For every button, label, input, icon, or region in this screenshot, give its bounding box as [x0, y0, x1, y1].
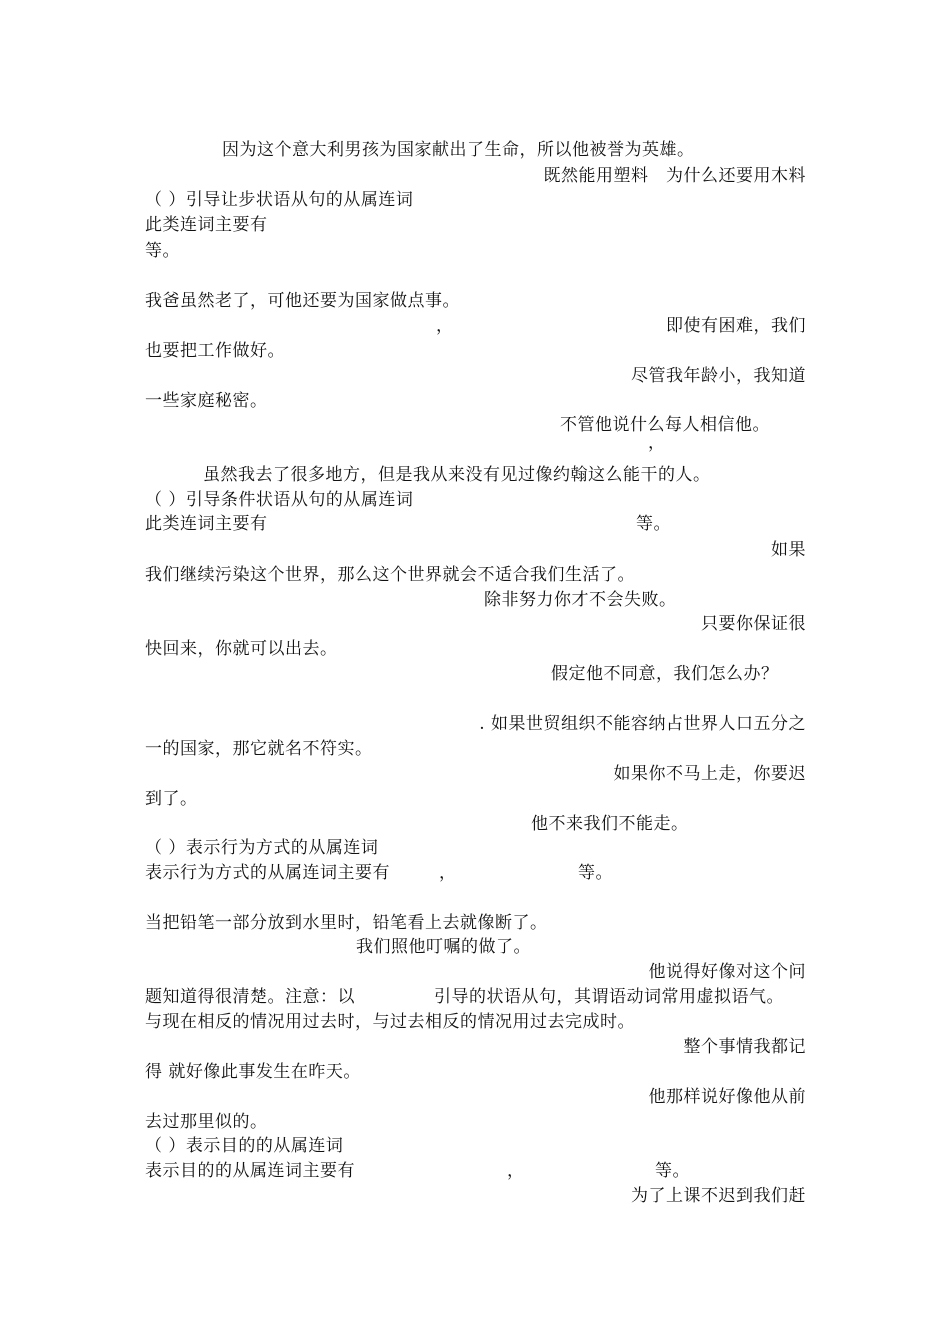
paragraph-line: 等。	[655, 1161, 690, 1181]
punctuation-fragment: ，	[439, 863, 457, 883]
paragraph-line: 等。	[145, 241, 180, 261]
paragraph-line: 表示目的的从属连词主要有	[145, 1161, 355, 1181]
example-sentence: 即使有困难，我们	[666, 316, 806, 336]
example-sentence: 到了。	[145, 789, 198, 809]
paragraph-line: 引导的状语从句，其谓语动词常用虚拟语气。	[434, 987, 784, 1007]
example-sentence: 他说得好像对这个问	[648, 962, 806, 982]
section-heading: （ ）表示行为方式的从属连词	[145, 838, 379, 858]
example-sentence: 得 就好像此事发生在昨天。	[145, 1062, 361, 1082]
example-sentence: 一的国家，那它就名不符实。	[145, 739, 373, 759]
example-sentence: 因为这个意大利男孩为国家献出了生命，所以他被誉为英雄。	[222, 140, 695, 160]
example-sentence: 去过那里似的。	[145, 1112, 268, 1132]
example-sentence: 我们继续污染这个世界，那么这个世界就会不适合我们生活了。	[145, 565, 635, 585]
example-sentence: 整个事情我都记	[683, 1037, 806, 1057]
paragraph-line: 等。	[636, 514, 671, 534]
example-sentence: 既然能用塑料 为什么还要用木料	[543, 166, 806, 186]
paragraph-line: 与现在相反的情况用过去时，与过去相反的情况用过去完成时。	[145, 1012, 635, 1032]
example-sentence: 只要你保证很	[701, 614, 806, 634]
section-heading: （ ）引导让步状语从句的从属连词	[145, 190, 414, 210]
example-sentence: 如果	[771, 540, 806, 560]
example-sentence: 也要把工作做好。	[145, 341, 285, 361]
punctuation-fragment: ，	[648, 433, 666, 453]
paragraph-line: 题知道得很清楚。注意：以	[145, 987, 355, 1007]
paragraph-line: 等。	[578, 863, 613, 883]
section-heading: （ ）引导条件状语从句的从属连词	[145, 490, 414, 510]
example-sentence: 我们照他叮嘱的做了。	[356, 937, 531, 957]
example-sentence: 尽管我年龄小，我知道	[631, 366, 806, 386]
example-sentence: 他不来我们不能走。	[531, 814, 689, 834]
example-sentence: 当把铅笔一部分放到水里时，铅笔看上去就像断了。	[145, 913, 548, 933]
example-sentence: 快回来，你就可以出去。	[145, 639, 338, 659]
example-sentence: 虽然我去了很多地方，但是我从来没有见过像约翰这么能干的人。	[203, 465, 711, 485]
example-sentence: 除非努力你才不会失败。	[484, 590, 677, 610]
example-sentence: 一些家庭秘密。	[145, 391, 268, 411]
example-sentence: . 如果世贸组织不能容纳占世界人口五分之	[479, 714, 806, 734]
paragraph-line: 此类连词主要有	[145, 215, 268, 235]
example-sentence: 如果你不马上走，你要迟	[613, 764, 806, 784]
paragraph-line: 此类连词主要有	[145, 514, 268, 534]
paragraph-line: 表示行为方式的从属连词主要有	[145, 863, 390, 883]
example-sentence: 我爸虽然老了，可他还要为国家做点事。	[145, 291, 460, 311]
example-sentence: 为了上课不迟到我们赶	[631, 1186, 806, 1206]
example-sentence: 假定他不同意，我们怎么办？	[551, 664, 779, 684]
example-sentence: 他那样说好像他从前	[648, 1087, 806, 1107]
punctuation-fragment: ，	[507, 1161, 525, 1181]
punctuation-fragment: ，	[436, 316, 454, 336]
example-sentence: 不管他说什么每人相信他。	[560, 415, 770, 435]
section-heading: （ ）表示目的的从属连词	[145, 1136, 344, 1156]
